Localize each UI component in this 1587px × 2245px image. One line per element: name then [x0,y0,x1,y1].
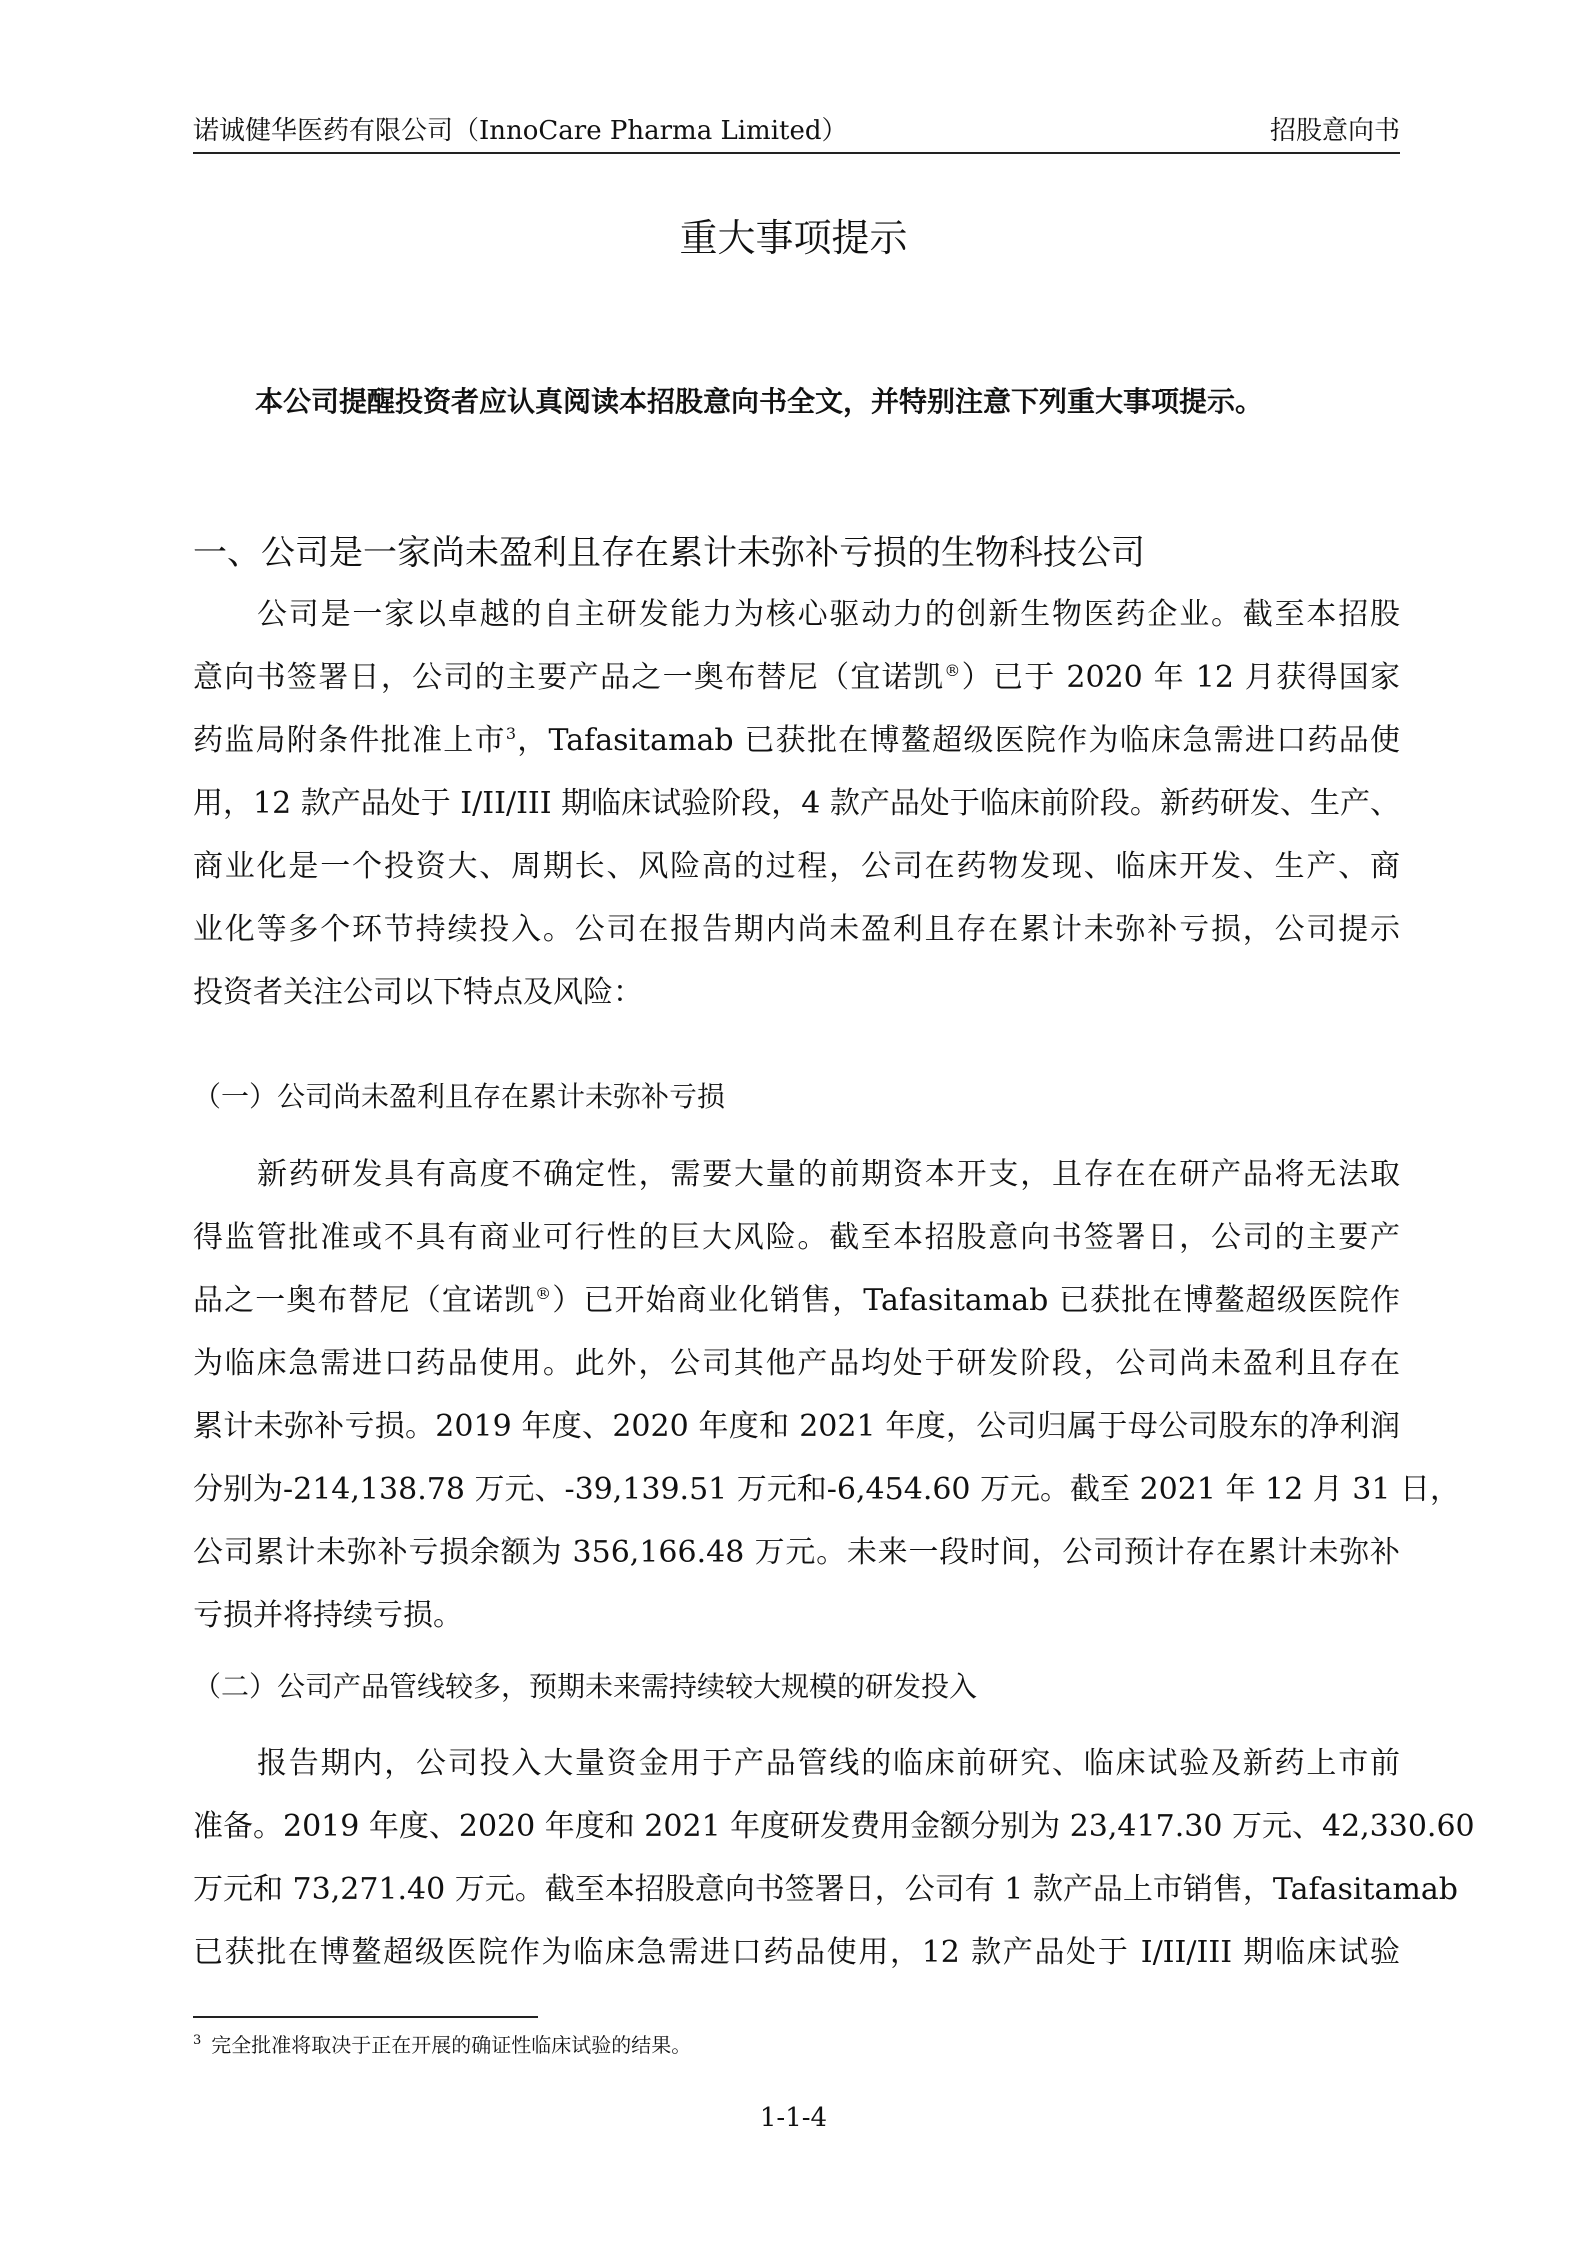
text-line: 已获批在博鳌超级医院作为临床急需进口药品使用，12 款产品处于 I/II/III 期临床试验 [193,1935,1400,1970]
page-title: 重大事项提示 [679,216,908,260]
text-line: 商业化是一个投资大、周期长、风险高的过程，公司在药物发现、临床开发、生产、商 [193,849,1400,884]
text-line: 用，12 款产品处于 I/II/III 期临床试验阶段，4 款产品处于临床前阶段。新药研发、生产、 [193,786,1400,821]
registered-mark: ® [944,661,961,680]
text-line: 公司累计未弥补亏损余额为 356,166.48 万元。未来一段时间，公司预计存在累计未弥补 [193,1535,1400,1570]
header-doc-type: 招股意向书 [1269,116,1400,146]
text-line: 公司是一家以卓越的自主研发能力为核心驱动力的创新生物医药企业。截至本招股 [257,597,1400,632]
text-line: 亏损并将持续亏损。 [193,1598,463,1633]
text-line: 分别为-214,138.78 万元、-39,139.51 万元和-6,454.60 万元。截至 2021 年 12 月 31 日， [193,1472,1460,1507]
footnote-mark: 3 [193,2033,202,2049]
subsection-1-heading: （一）公司尚未盈利且存在累计未弥补亏损 [193,1080,726,1113]
text-line: 报告期内，公司投入大量资金用于产品管线的临床前研究、临床试验及新药上市前 [257,1746,1400,1781]
subsection-2-paragraph [193,1732,1475,1984]
subsection-2-heading: （二）公司产品管线较多，预期未来需持续较大规模的研发投入 [193,1670,978,1703]
footnote [193,2030,691,2060]
footnote-ref[interactable]: 3 [505,724,516,743]
text-line: 品之一奥布替尼（宜诺凯®）已开始商业化销售，Tafasitamab 已获批在博鳌超级医院作 [193,1283,1401,1318]
text-line: 得监管批准或不具有商业可行性的巨大风险。截至本招股意向书签署日，公司的主要产 [193,1220,1400,1255]
footnote-text: 完全批准将取决于正在开展的确证性临床试验的结果。 [211,2033,692,2057]
text-line: 意向书签署日，公司的主要产品之一奥布替尼（宜诺凯®）已于 2020 年 12 月获得国家 [193,660,1401,695]
header-company: 诺诚健华医药有限公司（InnoCare Pharma Limited） [193,116,848,146]
text-line: 准备。2019 年度、2020 年度和 2021 年度研发费用金额分别为 23,417.30 万元、42,330.60 [193,1809,1475,1844]
text-line: 药监局附条件批准上市$^3$，Tafasitamab 已获批在博鳌超级医院作为临床急需进口药品使 [193,723,1401,758]
registered-mark: ® [535,1284,552,1303]
text-line: 累计未弥补亏损。2019 年度、2020 年度和 2021 年度，公司归属于母公司股东的净利润 [193,1409,1400,1444]
text-line: 投资者关注公司以下特点及风险： [193,975,643,1010]
page-number: 1-1-4 [759,2103,828,2133]
text-line: 业化等多个环节持续投入。公司在报告期内尚未盈利且存在累计未弥补亏损，公司提示 [193,912,1400,947]
text-line: 新药研发具有高度不确定性，需要大量的前期资本开支，且存在在研产品将无法取 [257,1157,1400,1192]
footnote-divider [193,2016,538,2018]
text-line: 万元和 73,271.40 万元。截至本招股意向书签署日，公司有 1 款产品上市销售，Tafasitamab [193,1872,1458,1907]
investor-notice: 本公司提醒投资者应认真阅读本招股意向书全文，并特别注意下列重大事项提示。 [255,385,1264,418]
section-1-heading: 一、公司是一家尚未盈利且存在累计未弥补亏损的生物科技公司 [193,533,1145,573]
section-1-intro-paragraph [193,583,1400,1024]
text-line: 为临床急需进口药品使用。此外，公司其他产品均处于研发阶段，公司尚未盈利且存在 [193,1346,1400,1381]
header-divider [193,152,1400,154]
page-header [193,113,1400,149]
subsection-1-paragraph [193,1143,1460,1647]
